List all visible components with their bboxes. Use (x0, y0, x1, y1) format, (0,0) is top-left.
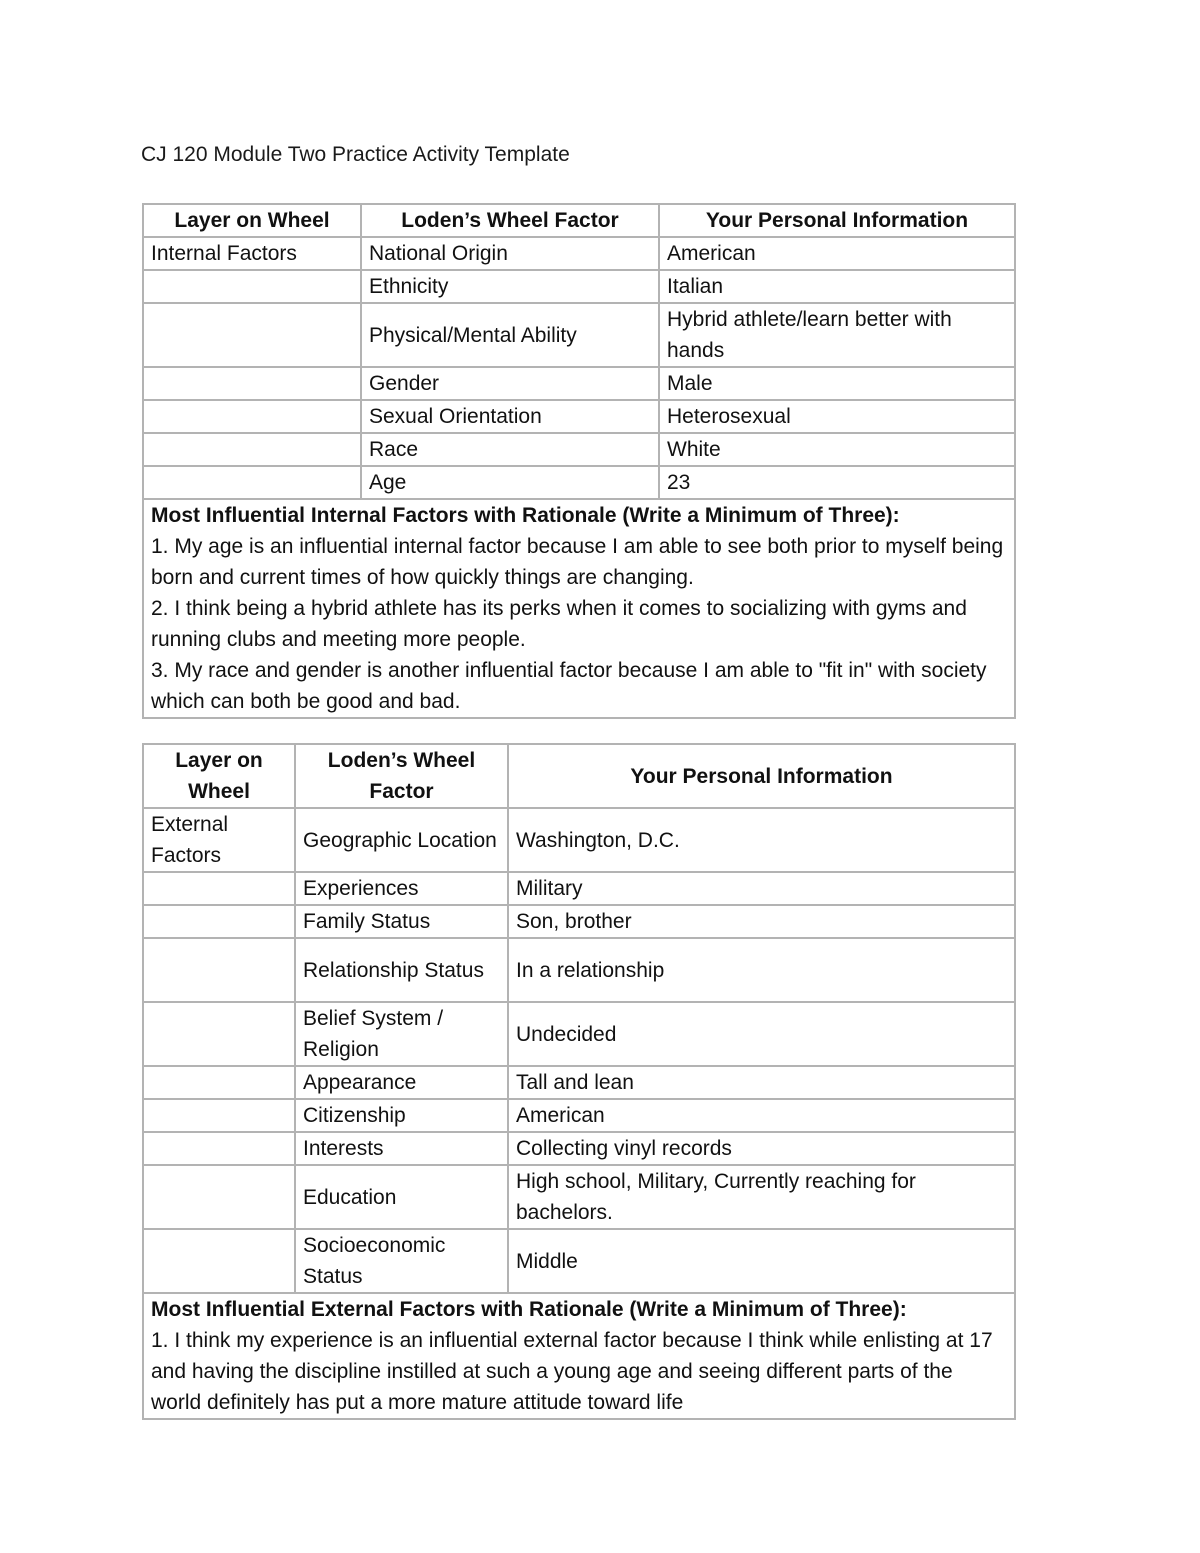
factor-cell: Ethnicity (361, 270, 659, 303)
table-row (143, 938, 1015, 1002)
layer-cell (143, 400, 361, 433)
rationale-item: 1. My age is an influential internal factor because I am able to see both prior to myself being born and current times of how quickly things are changing. (151, 535, 1004, 589)
table-row (143, 237, 1015, 270)
factor-cell: Interests (295, 1132, 508, 1165)
rationale-item: 3. My race and gender is another influential factor because I am able to "fit in" with society which can both be good and bad. (151, 659, 987, 713)
table-row (143, 1066, 1015, 1099)
info-cell: In a relationship (508, 938, 1015, 1002)
layer-cell (143, 872, 295, 905)
info-cell: White (659, 433, 1015, 466)
factor-cell: Appearance (295, 1066, 508, 1099)
table-row (143, 433, 1015, 466)
layer-cell (143, 1099, 295, 1132)
column-header-info: Your Personal Information (508, 744, 1015, 808)
table-row (143, 1165, 1015, 1229)
info-cell: American (659, 237, 1015, 270)
layer-cell (143, 1165, 295, 1229)
table-header-row (143, 204, 1015, 237)
factor-cell: Citizenship (295, 1099, 508, 1132)
external-rationale-cell (143, 1293, 1015, 1419)
rationale-row (143, 1293, 1015, 1419)
info-cell: Middle (508, 1229, 1015, 1293)
factor-cell: Family Status (295, 905, 508, 938)
info-cell: Son, brother (508, 905, 1015, 938)
info-cell: Italian (659, 270, 1015, 303)
internal-factors-table (142, 203, 1016, 719)
layer-cell (143, 1002, 295, 1066)
info-cell: Hybrid athlete/learn better with hands (659, 303, 1015, 367)
layer-cell (143, 433, 361, 466)
rationale-item: 1. I think my experience is an influential external factor because I think while enlisting at 17 and having the discipline instilled at such a young age and seeing different parts of the world definitely has put a more mature attitude toward life (151, 1329, 993, 1414)
layer-cell (143, 270, 361, 303)
column-header-info: Your Personal Information (659, 204, 1015, 237)
column-header-layer: Layer on Wheel (143, 744, 295, 808)
layer-cell (143, 466, 361, 499)
info-cell: 23 (659, 466, 1015, 499)
layer-cell (143, 1132, 295, 1165)
document-title: CJ 120 Module Two Practice Activity Template (141, 143, 570, 166)
factor-cell: Geographic Location (295, 808, 508, 872)
factor-cell: Age (361, 466, 659, 499)
table-row (143, 1132, 1015, 1165)
rationale-row (143, 499, 1015, 718)
external-rationale-heading: Most Influential External Factors with Rationale (Write a Minimum of Three): (151, 1298, 907, 1321)
layer-cell (143, 938, 295, 1002)
factor-cell: National Origin (361, 237, 659, 270)
table-row (143, 466, 1015, 499)
table-header-row (143, 744, 1015, 808)
table-row (143, 303, 1015, 367)
info-cell: Male (659, 367, 1015, 400)
table-row (143, 1002, 1015, 1066)
layer-cell (143, 905, 295, 938)
factor-cell: Race (361, 433, 659, 466)
table-row (143, 1099, 1015, 1132)
info-cell: Washington, D.C. (508, 808, 1015, 872)
layer-cell: External Factors (143, 808, 295, 872)
info-cell: Heterosexual (659, 400, 1015, 433)
column-header-factor: Loden’s Wheel Factor (361, 204, 659, 237)
info-cell: Tall and lean (508, 1066, 1015, 1099)
table-row (143, 1229, 1015, 1293)
internal-rationale-cell (143, 499, 1015, 718)
column-header-layer: Layer on Wheel (143, 204, 361, 237)
info-cell: Collecting vinyl records (508, 1132, 1015, 1165)
factor-cell: Sexual Orientation (361, 400, 659, 433)
info-cell: American (508, 1099, 1015, 1132)
info-cell: High school, Military, Currently reaching for bachelors. (508, 1165, 1015, 1229)
column-header-factor: Loden’s Wheel Factor (295, 744, 508, 808)
external-factors-table (142, 743, 1016, 1420)
table-row (143, 872, 1015, 905)
factor-cell: Physical/Mental Ability (361, 303, 659, 367)
internal-rationale-heading: Most Influential Internal Factors with Rationale (Write a Minimum of Three): (151, 504, 900, 527)
table-row (143, 905, 1015, 938)
layer-cell (143, 367, 361, 400)
factor-cell: Experiences (295, 872, 508, 905)
factor-cell: Belief System / Religion (295, 1002, 508, 1066)
layer-cell (143, 1066, 295, 1099)
layer-cell (143, 303, 361, 367)
table-row (143, 808, 1015, 872)
info-cell: Undecided (508, 1002, 1015, 1066)
factor-cell: Education (295, 1165, 508, 1229)
factor-cell: Gender (361, 367, 659, 400)
info-cell: Military (508, 872, 1015, 905)
layer-cell (143, 1229, 295, 1293)
layer-cell: Internal Factors (143, 237, 361, 270)
factor-cell: Socioeconomic Status (295, 1229, 508, 1293)
table-row (143, 270, 1015, 303)
factor-cell: Relationship Status (295, 938, 508, 1002)
rationale-item: 2. I think being a hybrid athlete has its perks when it comes to socializing with gyms and running clubs and meeting more people. (151, 597, 967, 651)
table-row (143, 400, 1015, 433)
table-row (143, 367, 1015, 400)
